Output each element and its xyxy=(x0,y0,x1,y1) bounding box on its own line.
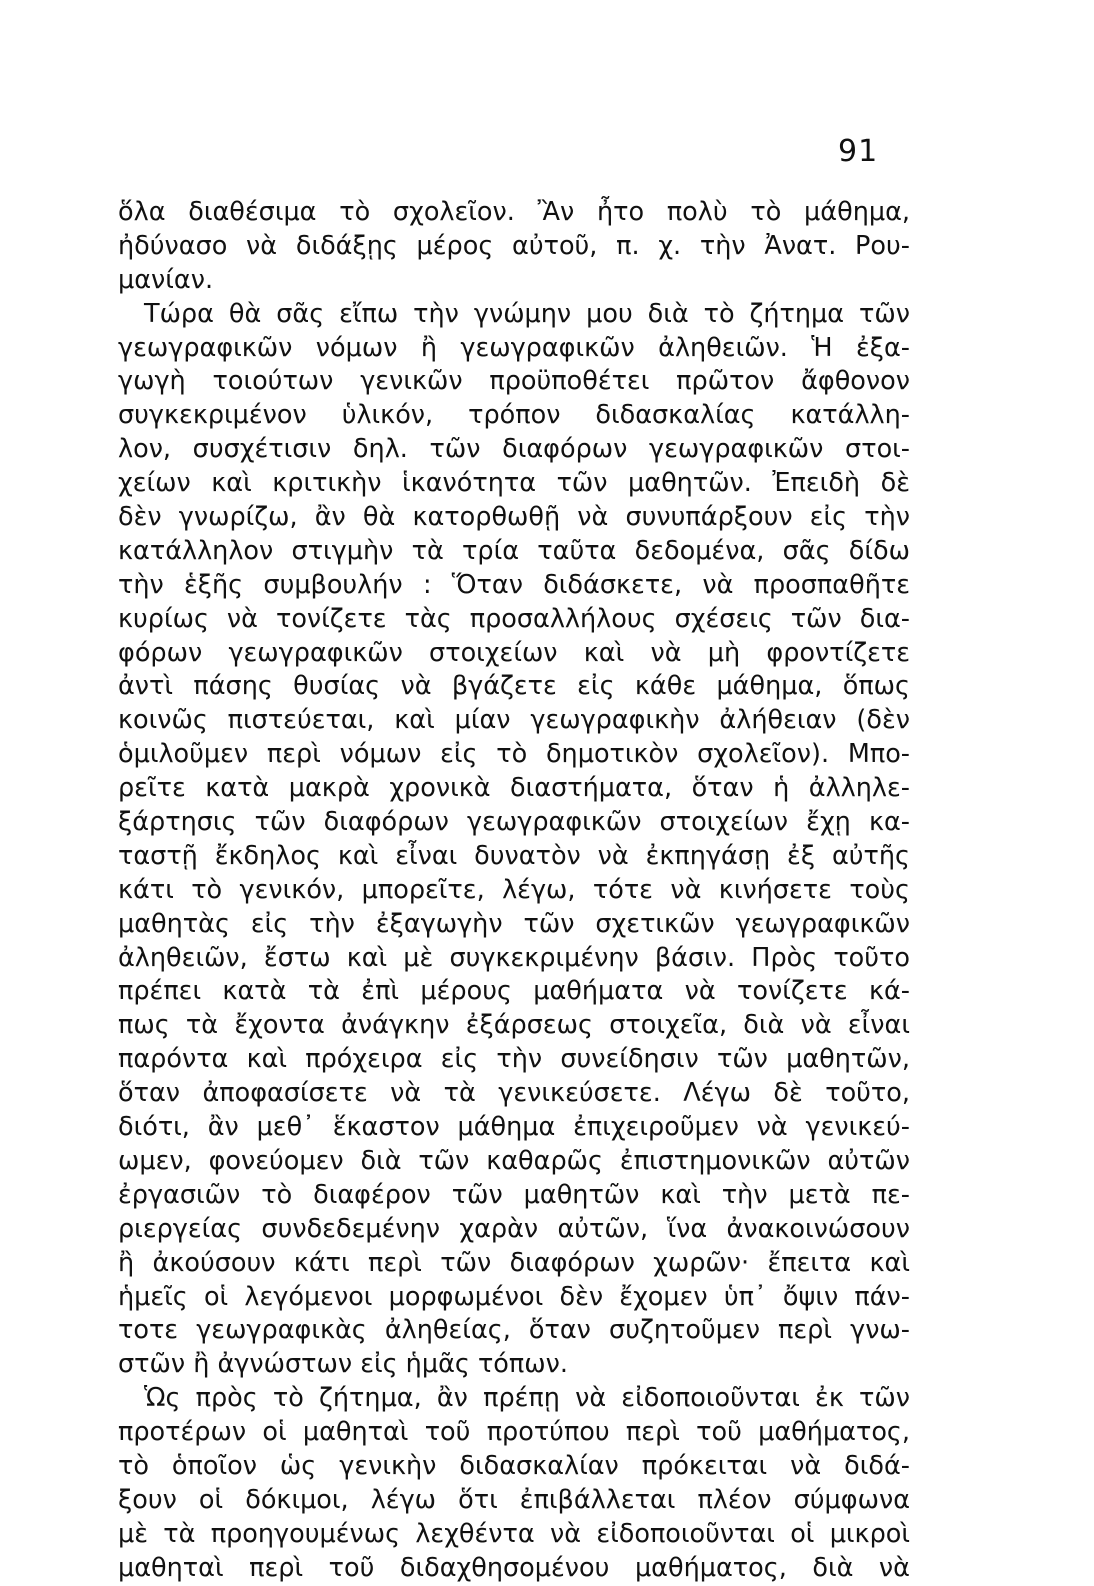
text-line: ξουν οἱ δόκιμοι, λέγω ὅτι ἐπιβάλλεται πλέον σύμφωνα xyxy=(118,1484,910,1515)
text-line: διότι, ἂν μεθ᾽ ἕκαστον μάθημα ἐπιχειροῦμεν νὰ γενικεύ- xyxy=(118,1112,910,1143)
text-line: χείων καὶ κριτικὴν ἱκανότητα τῶν μαθητῶν. Ἐπειδὴ δὲ xyxy=(118,468,910,499)
text-line: ἀληθειῶν, ἔστω καὶ μὲ συγκεκριμένην βάσιν. Πρὸς τοῦτο xyxy=(118,942,910,973)
text-line: ὅλα διαθέσιμα τὸ σχολεῖον. Ἂν ἦτο πολὺ τὸ μάθημα, xyxy=(118,197,910,227)
text-line: γωγὴ τοιούτων γενικῶν προϋποθέτει πρῶτον ἄφθονον xyxy=(118,366,910,397)
text-line: κάτι τὸ γενικόν, μπορεῖτε, λέγω, τότε νὰ κινήσετε τοὺς xyxy=(118,874,910,905)
text-line: γεωγραφικῶν νόμων ἢ γεωγραφικῶν ἀληθειῶν. Ἡ ἐξα- xyxy=(118,332,910,363)
text-line: ωμεν, φονεύομεν διὰ τῶν καθαρῶς ἐπιστημονικῶν αὐτῶν xyxy=(118,1145,910,1176)
text-line: ὅταν ἀποφασίσετε νὰ τὰ γενικεύσετε. Λέγω δὲ τοῦτο, xyxy=(118,1078,910,1109)
text-line: δὲν γνωρίζω, ἂν θὰ κατορθωθῇ νὰ συνυπάρξουν εἰς τὴν xyxy=(118,502,910,533)
text-line: ὁμιλοῦμεν περὶ νόμων εἰς τὸ δημοτικὸν σχολεῖον). Μπο- xyxy=(118,739,910,770)
text-line: κατάλληλον στιγμὴν τὰ τρία ταῦτα δεδομένα, σᾶς δίδω xyxy=(118,535,910,566)
text-line: στῶν ἢ ἀγνώστων εἰς ἡμᾶς τόπων. xyxy=(118,1349,568,1380)
text-line: πως τὰ ἔχοντα ἀνάγκην ἐξάρσεως στοιχεῖα, διὰ νὰ εἶναι xyxy=(118,1010,910,1041)
text-line: τοτε γεωγραφικὰς ἀληθείας, ὅταν συζητοῦμεν περὶ γνω- xyxy=(118,1315,910,1346)
text-line: ρεῖτε κατὰ μακρὰ χρονικὰ διαστήματα, ὅταν ἡ ἀλληλε- xyxy=(118,773,910,804)
text-line: μανίαν. xyxy=(118,264,214,295)
page-number: 91 xyxy=(838,134,879,169)
body-text xyxy=(118,196,910,1586)
text-line: λον, συσχέτισιν δηλ. τῶν διαφόρων γεωγραφικῶν στοι- xyxy=(118,434,910,465)
text-line: συγκεκριμένον ὑλικόν, τρόπον διδασκαλίας κατάλλη- xyxy=(118,400,910,431)
text-line: μαθηταὶ περὶ τοῦ διδαχθησομένου μαθήματος, διὰ νὰ xyxy=(118,1552,910,1583)
text-line: ξάρτησις τῶν διαφόρων γεωγραφικῶν στοιχείων ἔχῃ κα- xyxy=(118,807,910,838)
text-line: ἀντὶ πάσης θυσίας νὰ βγάζετε εἰς κάθε μάθημα, ὅπως xyxy=(118,671,910,702)
text-line: πρέπει κατὰ τὰ ἐπὶ μέρους μαθήματα νὰ τονίζετε κά- xyxy=(118,976,910,1007)
text-line: κυρίως νὰ τονίζετε τὰς προσαλλήλους σχέσεις τῶν δια- xyxy=(118,603,910,634)
text-line: μαθητὰς εἰς τὴν ἐξαγωγὴν τῶν σχετικῶν γεωγραφικῶν xyxy=(118,908,910,939)
text-line: ἢ ἀκούσουν κάτι περὶ τῶν διαφόρων χωρῶν· ἔπειτα καὶ xyxy=(118,1247,910,1278)
text-line: παρόντα καὶ πρόχειρα εἰς τὴν συνείδησιν τῶν μαθητῶν, xyxy=(118,1044,910,1075)
text-line: Ὡς πρὸς τὸ ζήτημα, ἂν πρέπῃ νὰ εἰδοποιοῦνται ἐκ τῶν xyxy=(144,1383,910,1414)
text-line: ταστῇ ἔκδηλος καὶ εἶναι δυνατὸν νὰ ἐκπηγάσῃ ἐξ αὐτῆς xyxy=(118,840,910,871)
text-line: τὸ ὁποῖον ὡς γενικὴν διδασκαλίαν πρόκειται νὰ διδά- xyxy=(118,1450,910,1481)
text-line: Τώρα θὰ σᾶς εἴπω τὴν γνώμην μου διὰ τὸ ζήτημα τῶν xyxy=(144,298,910,329)
text-line: τὴν ἑξῆς συμβουλήν : Ὅταν διδάσκετε, νὰ προσπαθῆτε xyxy=(118,569,910,600)
text-line: ριεργείας συνδεδεμένην χαρὰν αὐτῶν, ἵνα ἀνακοινώσουν xyxy=(118,1213,910,1244)
text-line: φόρων γεωγραφικῶν στοιχείων καὶ νὰ μὴ φροντίζετε xyxy=(118,637,910,668)
text-line: ἡμεῖς οἱ λεγόμενοι μορφωμένοι δὲν ἔχομεν ὑπ᾽ ὄψιν πάν- xyxy=(118,1281,910,1312)
text-line: κοινῶς πιστεύεται, καὶ μίαν γεωγραφικὴν ἀλήθειαν (δὲν xyxy=(118,705,910,736)
text-line: ἐργασιῶν τὸ διαφέρον τῶν μαθητῶν καὶ τὴν μετὰ πε- xyxy=(118,1179,910,1210)
text-line: μὲ τὰ προηγουμένως λεχθέντα νὰ εἰδοποιοῦνται οἱ μικροὶ xyxy=(118,1518,910,1549)
text-line: ἠδύνασο νὰ διδάξῃς μέρος αὐτοῦ, π. χ. τὴν Ἀνατ. Ρου- xyxy=(118,230,910,261)
text-line: προτέρων οἱ μαθηταὶ τοῦ προτύπου περὶ τοῦ μαθήματος, xyxy=(118,1417,910,1448)
